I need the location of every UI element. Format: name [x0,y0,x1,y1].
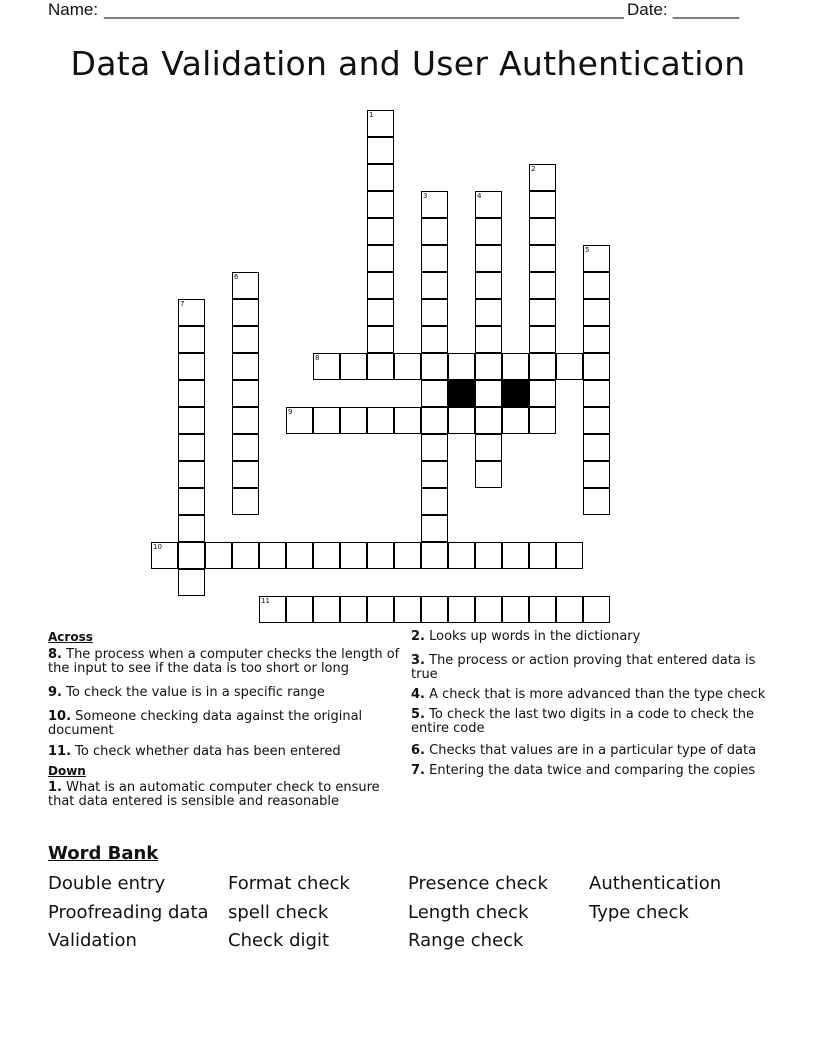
grid-cell[interactable] [151,542,178,569]
grid-cell[interactable] [232,353,259,380]
grid-cell[interactable] [583,461,610,488]
clue-number: 1 [369,111,374,119]
grid-cell[interactable] [367,164,394,191]
grid-cell[interactable] [529,380,556,407]
grid-cell[interactable] [394,542,421,569]
grid-cell[interactable] [394,596,421,623]
clue-down-7: 7. Entering the data twice and comparing the copies [411,763,756,778]
grid-cell[interactable] [448,596,475,623]
grid-cell[interactable] [583,434,610,461]
grid-cell[interactable] [583,272,610,299]
clue-number: 2 [531,165,536,173]
word-bank-item: Proofreading data [48,902,209,923]
grid-cell[interactable] [421,353,448,380]
grid-cell[interactable] [448,542,475,569]
grid-cell[interactable] [529,596,556,623]
grid-cell[interactable] [421,542,448,569]
grid-cell[interactable] [421,191,448,218]
grid-cell[interactable] [583,380,610,407]
grid-cell[interactable] [529,272,556,299]
across-heading: Across [48,630,93,644]
grid-cell[interactable] [529,326,556,353]
grid-cell[interactable] [475,191,502,218]
grid-cell[interactable] [178,353,205,380]
grid-cell[interactable] [475,434,502,461]
grid-cell[interactable] [421,299,448,326]
grid-cell[interactable] [367,137,394,164]
clue-across-8: 8. The process when a computer checks the length of the input to see if the data is too short or long [48,647,400,676]
grid-cell[interactable] [529,245,556,272]
word-bank-item: Length check [408,902,529,923]
grid-cell[interactable] [475,245,502,272]
word-bank-item: Check digit [228,930,330,951]
grid-cell[interactable] [178,326,205,353]
grid-cell[interactable] [583,407,610,434]
grid-cell[interactable] [367,407,394,434]
name-line[interactable]: _______________________________________________________ [104,0,625,19]
grid-cell[interactable] [502,353,529,380]
clue-across-11: 11. To check whether data has been entered [48,744,341,759]
grid-cell[interactable] [232,380,259,407]
grid-cell[interactable] [529,353,556,380]
grid-cell[interactable] [232,461,259,488]
clue-number: 4 [477,192,482,200]
grid-cell[interactable] [367,191,394,218]
grid-cell[interactable] [232,272,259,299]
grid-cell[interactable] [421,461,448,488]
grid-cell[interactable] [178,434,205,461]
grid-cell[interactable] [178,569,205,596]
clue-down-6: 6. Checks that values are in a particular type of data [411,743,757,758]
clue-number: 11 [261,597,270,605]
grid-cell[interactable] [556,596,583,623]
grid-cell[interactable] [475,218,502,245]
grid-cell[interactable] [475,353,502,380]
grid-cell[interactable] [178,542,205,569]
grid-cell[interactable] [421,596,448,623]
grid-cell[interactable] [340,353,367,380]
grid-cell[interactable] [583,596,610,623]
grid-cell[interactable] [421,434,448,461]
clue-across-10: 10. Someone checking data against the original document [48,709,363,738]
grid-block [448,380,475,407]
page-title: Data Validation and User Authentication [70,44,746,83]
clue-number: 5 [585,246,590,254]
clue-number: 6 [234,273,239,281]
grid-cell[interactable] [475,407,502,434]
grid-cell[interactable] [421,380,448,407]
grid-cell[interactable] [421,272,448,299]
grid-cell[interactable] [232,407,259,434]
word-bank-item: spell check [228,902,329,923]
grid-cell[interactable] [421,407,448,434]
grid-cell[interactable] [529,407,556,434]
word-bank-item: Format check [228,873,350,894]
grid-cell[interactable] [394,353,421,380]
grid-cell[interactable] [394,407,421,434]
grid-cell[interactable] [529,164,556,191]
grid-cell[interactable] [367,596,394,623]
grid-cell[interactable] [232,326,259,353]
grid-cell[interactable] [583,353,610,380]
grid-cell[interactable] [367,245,394,272]
grid-cell[interactable] [529,299,556,326]
date-line[interactable]: _______ [673,0,740,19]
grid-cell[interactable] [475,542,502,569]
clue-number: 9 [288,408,293,416]
grid-cell[interactable] [313,353,340,380]
grid-cell[interactable] [367,542,394,569]
grid-cell[interactable] [529,191,556,218]
grid-cell[interactable] [529,218,556,245]
grid-cell[interactable] [475,380,502,407]
grid-cell[interactable] [178,461,205,488]
grid-cell[interactable] [421,245,448,272]
clue-down-5: 5. To check the last two digits in a code to check the entire code [411,707,755,736]
clue-number: 8 [315,354,320,362]
clue-down-3: 3. The process or action proving that entered data is true [411,653,756,682]
grid-cell[interactable] [367,353,394,380]
grid-cell[interactable] [259,542,286,569]
grid-cell[interactable] [340,596,367,623]
grid-cell[interactable] [259,596,286,623]
grid-cell[interactable] [205,542,232,569]
grid-cell[interactable] [529,542,556,569]
grid-cell[interactable] [367,299,394,326]
grid-cell[interactable] [475,461,502,488]
grid-cell[interactable] [475,272,502,299]
grid-cell[interactable] [178,380,205,407]
grid-cell[interactable] [421,218,448,245]
word-bank-item: Range check [408,930,524,951]
grid-cell[interactable] [232,434,259,461]
grid-cell[interactable] [475,596,502,623]
grid-cell[interactable] [421,488,448,515]
grid-cell[interactable] [313,596,340,623]
word-bank-item: Presence check [408,873,548,894]
grid-cell[interactable] [232,542,259,569]
clue-down-4: 4. A check that is more advanced than the type check [411,687,766,702]
grid-cell[interactable] [475,326,502,353]
grid-cell[interactable] [583,245,610,272]
date-label: Date: [627,0,668,19]
word-bank-item: Authentication [589,873,722,894]
grid-cell[interactable] [286,596,313,623]
word-bank-heading: Word Bank [48,843,159,864]
clue-number: 3 [423,192,428,200]
grid-cell[interactable] [367,218,394,245]
grid-cell[interactable] [178,515,205,542]
grid-cell[interactable] [556,542,583,569]
grid-cell[interactable] [556,353,583,380]
grid-cell[interactable] [232,488,259,515]
grid-cell[interactable] [448,353,475,380]
grid-cell[interactable] [502,596,529,623]
word-bank-item: Validation [48,930,137,951]
clue-number: 10 [153,543,162,551]
grid-cell[interactable] [421,326,448,353]
clues-right [411,630,771,778]
grid-cell[interactable] [367,110,394,137]
grid-cell[interactable] [583,326,610,353]
grid-cell[interactable] [286,407,313,434]
grid-cell[interactable] [475,299,502,326]
down-heading: Down [48,764,86,778]
grid-block [502,380,529,407]
grid-cell[interactable] [178,488,205,515]
grid-cell[interactable] [421,515,448,542]
grid-cell[interactable] [502,407,529,434]
grid-cell[interactable] [313,407,340,434]
name-label: Name: [48,0,99,19]
grid-cell[interactable] [178,407,205,434]
grid-cell[interactable] [583,299,610,326]
grid-cell[interactable] [286,542,313,569]
clue-across-9: 9. To check the value is in a specific range [48,685,325,700]
grid-cell[interactable] [232,299,259,326]
clues-left [48,630,408,809]
grid-cell[interactable] [367,326,394,353]
grid-cell[interactable] [178,299,205,326]
clue-number: 7 [180,300,185,308]
clue-down-1: 1. What is an automatic computer check to ensure that data entered is sensible and reasonable [48,780,380,809]
grid-cell[interactable] [367,272,394,299]
word-bank-item: Type check [589,902,689,923]
grid-cell[interactable] [448,407,475,434]
word-bank-item: Double entry [48,873,166,894]
grid-cell[interactable] [502,542,529,569]
grid-cell[interactable] [340,407,367,434]
grid-cell[interactable] [313,542,340,569]
grid-cell[interactable] [340,542,367,569]
grid-cell[interactable] [583,488,610,515]
clue-down-2: 2. Looks up words in the dictionary [411,629,641,644]
